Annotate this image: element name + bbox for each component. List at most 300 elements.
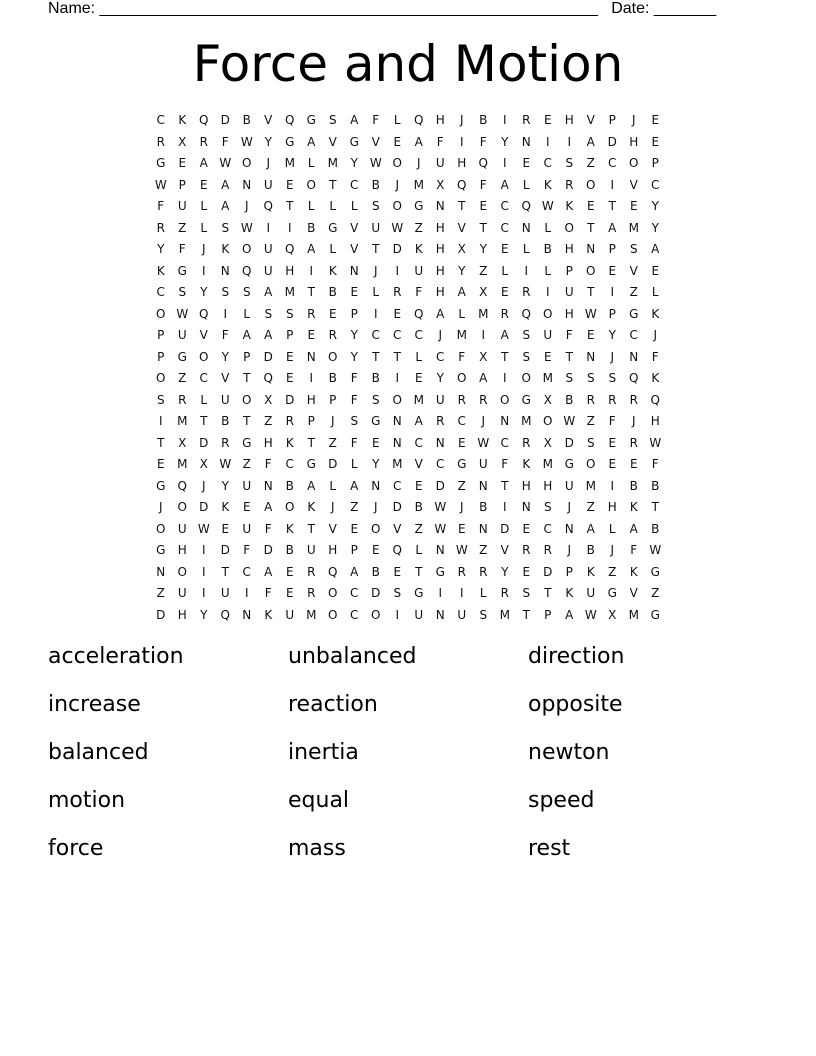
- grid-letter: T: [608, 199, 616, 213]
- grid-letter: V: [586, 113, 595, 127]
- grid-letter: D: [199, 500, 209, 514]
- grid-letter: O: [156, 521, 166, 536]
- page-title: Force and Motion: [192, 35, 624, 93]
- grid-letter: E: [457, 521, 466, 536]
- grid-letter: O: [242, 392, 252, 407]
- grid-letter: Y: [200, 285, 208, 299]
- grid-letter: V: [264, 113, 273, 127]
- grid-letter: F: [350, 392, 358, 407]
- grid-letter: N: [242, 177, 252, 192]
- grid-letter: T: [221, 564, 229, 579]
- grid-letter: G: [177, 263, 187, 278]
- grid-letter: N: [435, 543, 445, 557]
- grid-letter: E: [371, 435, 380, 450]
- grid-letter: X: [199, 457, 208, 471]
- grid-letter: K: [156, 263, 165, 278]
- grid-letter: W: [391, 220, 404, 235]
- grid-letter: X: [178, 435, 187, 450]
- grid-letter: A: [436, 306, 445, 321]
- grid-letter: E: [651, 263, 660, 278]
- grid-letter: E: [221, 521, 230, 536]
- grid-letter: E: [328, 306, 337, 321]
- grid-letter: T: [243, 371, 251, 385]
- grid-letter: Z: [242, 457, 251, 471]
- grid-letter: R: [565, 177, 574, 192]
- grid-letter: N: [500, 414, 510, 428]
- grid-letter: P: [243, 349, 251, 364]
- grid-letter: S: [393, 586, 402, 600]
- grid-letter: I: [524, 263, 529, 278]
- grid-letter: E: [414, 478, 423, 493]
- grid-letter: V: [629, 263, 638, 278]
- grid-letter: J: [481, 414, 486, 428]
- grid-letter: G: [156, 156, 166, 170]
- grid-letter: M: [413, 177, 424, 192]
- grid-letter: G: [650, 564, 660, 579]
- grid-letter: R: [285, 414, 294, 428]
- grid-letter: H: [521, 478, 531, 493]
- grid-letter: R: [500, 306, 509, 321]
- grid-letter: S: [608, 371, 617, 385]
- grid-letter: M: [628, 220, 639, 235]
- grid-letter: E: [350, 521, 359, 536]
- grid-letter: E: [285, 349, 294, 364]
- grid-letter: T: [372, 349, 380, 364]
- grid-letter: Z: [156, 586, 165, 600]
- grid-letter: F: [630, 543, 638, 557]
- grid-letter: A: [264, 564, 273, 579]
- grid-letter: I: [459, 134, 464, 149]
- grid-letter: W: [541, 199, 554, 213]
- word-list-item: increase: [48, 692, 141, 717]
- grid-letter: B: [651, 478, 660, 493]
- grid-letter: Q: [177, 478, 187, 493]
- grid-letter: C: [457, 414, 466, 428]
- grid-letter: V: [328, 521, 337, 536]
- grid-letter: J: [610, 349, 615, 364]
- grid-row: [150, 390, 678, 412]
- grid-letter: W: [240, 134, 253, 149]
- grid-letter: L: [200, 220, 208, 235]
- grid-letter: O: [392, 392, 402, 407]
- grid-letter: A: [307, 242, 316, 256]
- grid-letter: R: [457, 392, 466, 407]
- grid-letter: P: [565, 564, 573, 579]
- grid-letter: A: [242, 328, 251, 342]
- grid-letter: P: [286, 328, 294, 342]
- grid-letter: L: [415, 543, 423, 557]
- grid-letter: F: [479, 177, 487, 192]
- grid-letter: O: [564, 220, 574, 235]
- grid-letter: I: [395, 263, 400, 278]
- grid-letter: B: [543, 242, 552, 256]
- grid-letter: A: [221, 177, 230, 192]
- grid-letter: X: [178, 134, 187, 149]
- grid-letter: J: [459, 113, 464, 127]
- grid-letter: F: [243, 543, 251, 557]
- grid-letter: U: [177, 586, 187, 600]
- grid-letter: M: [306, 607, 317, 622]
- grid-letter: H: [177, 543, 187, 557]
- grid-letter: Q: [263, 371, 273, 385]
- grid-letter: T: [415, 564, 423, 579]
- word-list-item: motion: [48, 788, 126, 813]
- grid-letter: V: [199, 328, 208, 342]
- grid-letter: I: [201, 586, 206, 600]
- grid-letter: N: [478, 521, 488, 536]
- grid-letter: X: [479, 285, 488, 299]
- grid-letter: D: [392, 500, 402, 514]
- grid-letter: Y: [264, 134, 272, 149]
- grid-letter: U: [414, 607, 424, 622]
- grid-letter: H: [306, 392, 316, 407]
- grid-letter: I: [158, 414, 163, 428]
- grid-letter: E: [285, 564, 294, 579]
- grid-letter: Z: [651, 586, 660, 600]
- grid-letter: T: [307, 285, 315, 299]
- grid-letter: H: [650, 414, 660, 428]
- grid-letter: K: [307, 500, 316, 514]
- grid-letter: V: [629, 177, 638, 192]
- grid-letter: E: [608, 435, 617, 450]
- grid-letter: N: [392, 414, 402, 428]
- grid-letter: E: [586, 199, 595, 213]
- grid-row: [150, 239, 678, 261]
- grid-letter: J: [567, 543, 572, 557]
- grid-letter: C: [199, 371, 208, 385]
- grid-letter: I: [287, 220, 292, 235]
- grid-letter: K: [586, 564, 595, 579]
- grid-letter: E: [543, 349, 552, 364]
- grid-letter: A: [350, 113, 359, 127]
- grid-letter: G: [650, 607, 660, 622]
- grid-letter: W: [649, 435, 662, 450]
- grid-letter: T: [522, 607, 530, 622]
- grid-letter: R: [522, 435, 531, 450]
- grid-letter: U: [177, 521, 187, 536]
- grid-letter: U: [414, 263, 424, 278]
- grid-letter: G: [156, 543, 166, 557]
- grid-letter: C: [543, 156, 552, 170]
- grid-letter: B: [479, 113, 488, 127]
- grid-letter: B: [328, 285, 337, 299]
- grid-letter: F: [178, 242, 186, 256]
- grid-letter: P: [651, 156, 659, 170]
- grid-letter: O: [199, 349, 209, 364]
- header-line: [48, 0, 768, 19]
- grid-letter: A: [651, 242, 660, 256]
- grid-letter: R: [221, 435, 230, 450]
- grid-letter: A: [608, 220, 617, 235]
- grid-letter: O: [586, 263, 596, 278]
- grid-letter: V: [393, 521, 402, 536]
- grid-letter: C: [242, 564, 251, 579]
- grid-letter: C: [543, 521, 552, 536]
- grid-row: [150, 519, 678, 541]
- grid-letter: T: [544, 586, 552, 600]
- grid-letter: I: [201, 263, 206, 278]
- grid-letter: S: [371, 199, 380, 213]
- grid-letter: W: [219, 156, 232, 170]
- grid-letter: M: [456, 328, 467, 342]
- grid-letter: U: [177, 328, 187, 342]
- grid-letter: G: [414, 199, 424, 213]
- grid-letter: N: [521, 134, 531, 149]
- grid-letter: Z: [479, 543, 488, 557]
- grid-letter: E: [242, 500, 251, 514]
- grid-letter: D: [392, 242, 402, 256]
- grid-letter: E: [414, 371, 423, 385]
- grid-letter: R: [307, 306, 316, 321]
- grid-row: [150, 196, 678, 218]
- grid-row: [150, 454, 678, 476]
- grid-letter: U: [564, 478, 574, 493]
- grid-letter: O: [521, 371, 531, 385]
- grid-letter: H: [435, 242, 445, 256]
- grid-letter: A: [264, 285, 273, 299]
- grid-letter: G: [242, 435, 252, 450]
- grid-letter: L: [651, 285, 659, 299]
- grid-letter: G: [435, 564, 445, 579]
- grid-letter: U: [457, 607, 467, 622]
- grid-letter: U: [478, 457, 488, 471]
- grid-letter: R: [156, 220, 165, 235]
- grid-letter: F: [264, 457, 272, 471]
- grid-row: [150, 218, 678, 240]
- grid-letter: G: [328, 220, 338, 235]
- grid-letter: E: [307, 328, 316, 342]
- grid-letter: E: [629, 457, 638, 471]
- grid-letter: A: [586, 521, 595, 536]
- grid-letter: X: [543, 435, 552, 450]
- grid-letter: Y: [479, 242, 487, 256]
- grid-letter: E: [479, 199, 488, 213]
- grid-letter: R: [479, 564, 488, 579]
- grid-letter: L: [458, 306, 466, 321]
- grid-letter: D: [263, 543, 273, 557]
- grid-letter: D: [263, 349, 273, 364]
- grid-letter: E: [651, 113, 660, 127]
- grid-letter: O: [285, 500, 295, 514]
- date-field[interactable]: _______: [649, 0, 717, 17]
- grid-letter: O: [543, 306, 553, 321]
- grid-letter: Q: [285, 113, 295, 127]
- grid-letter: C: [350, 177, 359, 192]
- grid-letter: M: [177, 457, 188, 471]
- grid-letter: F: [608, 414, 616, 428]
- grid-letter: M: [392, 457, 403, 471]
- grid-letter: T: [393, 349, 401, 364]
- grid-row: [150, 540, 678, 562]
- grid-letter: C: [156, 285, 165, 299]
- grid-letter: O: [242, 242, 252, 256]
- grid-letter: A: [350, 478, 359, 493]
- grid-letter: Y: [501, 134, 509, 149]
- grid-letter: E: [178, 156, 187, 170]
- grid-letter: A: [629, 521, 638, 536]
- grid-row: [150, 476, 678, 498]
- grid-letter: Z: [479, 263, 488, 278]
- grid-letter: X: [543, 392, 552, 407]
- grid-letter: B: [629, 478, 638, 493]
- grid-letter: B: [479, 500, 488, 514]
- grid-letter: E: [371, 543, 380, 557]
- grid-letter: C: [371, 328, 380, 342]
- word-list-item: equal: [288, 788, 350, 813]
- grid-letter: U: [543, 328, 553, 342]
- grid-letter: T: [307, 521, 315, 536]
- grid-letter: H: [564, 242, 574, 256]
- grid-letter: J: [438, 328, 443, 342]
- grid-letter: L: [200, 199, 208, 213]
- grid-letter: O: [586, 457, 596, 471]
- grid-letter: I: [567, 134, 572, 149]
- word-list-item: direction: [528, 644, 625, 669]
- grid-letter: M: [542, 457, 553, 471]
- grid-letter: V: [221, 371, 230, 385]
- grid-letter: E: [522, 521, 531, 536]
- grid-letter: S: [264, 306, 273, 321]
- grid-letter: J: [459, 500, 464, 514]
- grid-letter: Q: [414, 113, 424, 127]
- grid-letter: B: [221, 414, 230, 428]
- grid-letter: U: [435, 392, 445, 407]
- grid-letter: F: [651, 349, 659, 364]
- grid-letter: S: [328, 113, 337, 127]
- grid-letter: Q: [285, 242, 295, 256]
- grid-letter: S: [522, 586, 531, 600]
- grid-letter: L: [372, 285, 380, 299]
- word-list-item: force: [48, 836, 104, 861]
- grid-letter: V: [371, 134, 380, 149]
- grid-letter: Y: [350, 156, 358, 170]
- word-search-grid: [150, 110, 678, 627]
- grid-letter: L: [200, 392, 208, 407]
- grid-letter: P: [350, 306, 358, 321]
- grid-letter: U: [306, 543, 316, 557]
- grid-letter: F: [458, 349, 466, 364]
- grid-letter: A: [500, 328, 509, 342]
- grid-letter: H: [435, 113, 445, 127]
- word-list-item: inertia: [288, 740, 359, 765]
- grid-letter: R: [479, 392, 488, 407]
- grid-letter: S: [285, 306, 294, 321]
- grid-letter: J: [395, 177, 400, 192]
- grid-letter: P: [178, 177, 186, 192]
- name-label: Name:: [48, 0, 96, 17]
- grid-letter: O: [371, 521, 381, 536]
- grid-letter: A: [457, 285, 466, 299]
- grid-letter: Y: [651, 199, 659, 213]
- grid-letter: Q: [220, 607, 230, 622]
- grid-letter: D: [564, 435, 574, 450]
- grid-letter: R: [178, 392, 187, 407]
- grid-letter: N: [478, 478, 488, 493]
- grid-letter: N: [629, 349, 639, 364]
- grid-letter: Q: [650, 392, 660, 407]
- grid-letter: O: [156, 306, 166, 321]
- grid-letter: W: [434, 521, 447, 536]
- grid-letter: H: [177, 607, 187, 622]
- grid-letter: K: [565, 586, 574, 600]
- grid-letter: I: [610, 177, 615, 192]
- grid-letter: J: [201, 242, 206, 256]
- grid-row: [150, 368, 678, 390]
- grid-letter: L: [307, 199, 315, 213]
- grid-letter: K: [565, 199, 574, 213]
- grid-letter: R: [457, 564, 466, 579]
- grid-letter: M: [284, 285, 295, 299]
- grid-letter: J: [373, 263, 378, 278]
- grid-letter: N: [220, 263, 230, 278]
- grid-letter: X: [479, 349, 488, 364]
- grid-letter: O: [457, 371, 467, 385]
- grid-letter: I: [481, 328, 486, 342]
- grid-letter: B: [371, 564, 380, 579]
- grid-row: [150, 325, 678, 347]
- grid-letter: T: [307, 435, 315, 450]
- grid-letter: O: [328, 586, 338, 600]
- grid-letter: K: [522, 457, 531, 471]
- grid-letter: Q: [242, 263, 252, 278]
- grid-letter: W: [240, 220, 253, 235]
- grid-letter: N: [521, 500, 531, 514]
- grid-letter: M: [521, 414, 532, 428]
- grid-letter: G: [285, 134, 295, 149]
- grid-letter: V: [350, 220, 359, 235]
- grid-letter: T: [565, 349, 573, 364]
- grid-letter: J: [416, 156, 421, 170]
- grid-letter: Y: [221, 478, 229, 493]
- grid-letter: D: [371, 586, 381, 600]
- grid-letter: R: [522, 543, 531, 557]
- grid-letter: O: [328, 607, 338, 622]
- grid-letter: W: [176, 306, 189, 321]
- grid-letter: K: [543, 177, 552, 192]
- grid-letter: A: [221, 199, 230, 213]
- grid-letter: H: [435, 263, 445, 278]
- word-list-item: balanced: [48, 740, 149, 765]
- grid-letter: Z: [178, 371, 187, 385]
- grid-letter: P: [608, 242, 616, 256]
- grid-letter: O: [371, 607, 381, 622]
- grid-letter: Y: [157, 242, 165, 256]
- grid-letter: I: [223, 306, 228, 321]
- grid-letter: N: [521, 220, 531, 235]
- grid-row: [150, 433, 678, 455]
- grid-letter: L: [307, 156, 315, 170]
- grid-letter: O: [156, 371, 166, 385]
- grid-letter: E: [156, 457, 165, 471]
- grid-letter: S: [221, 220, 230, 235]
- grid-letter: F: [372, 113, 380, 127]
- grid-letter: R: [393, 285, 402, 299]
- grid-letter: H: [564, 306, 574, 321]
- grid-letter: K: [651, 306, 660, 321]
- grid-letter: P: [544, 607, 552, 622]
- grid-letter: K: [221, 500, 230, 514]
- grid-letter: S: [156, 392, 165, 407]
- grid-letter: I: [610, 478, 615, 493]
- grid-letter: R: [543, 543, 552, 557]
- grid-letter: K: [221, 242, 230, 256]
- grid-letter: O: [177, 500, 187, 514]
- grid-letter: S: [586, 435, 595, 450]
- grid-letter: Y: [221, 349, 229, 364]
- name-field[interactable]: ________________________________________________________: [95, 0, 603, 17]
- grid-letter: B: [285, 478, 294, 493]
- grid-letter: M: [585, 478, 596, 493]
